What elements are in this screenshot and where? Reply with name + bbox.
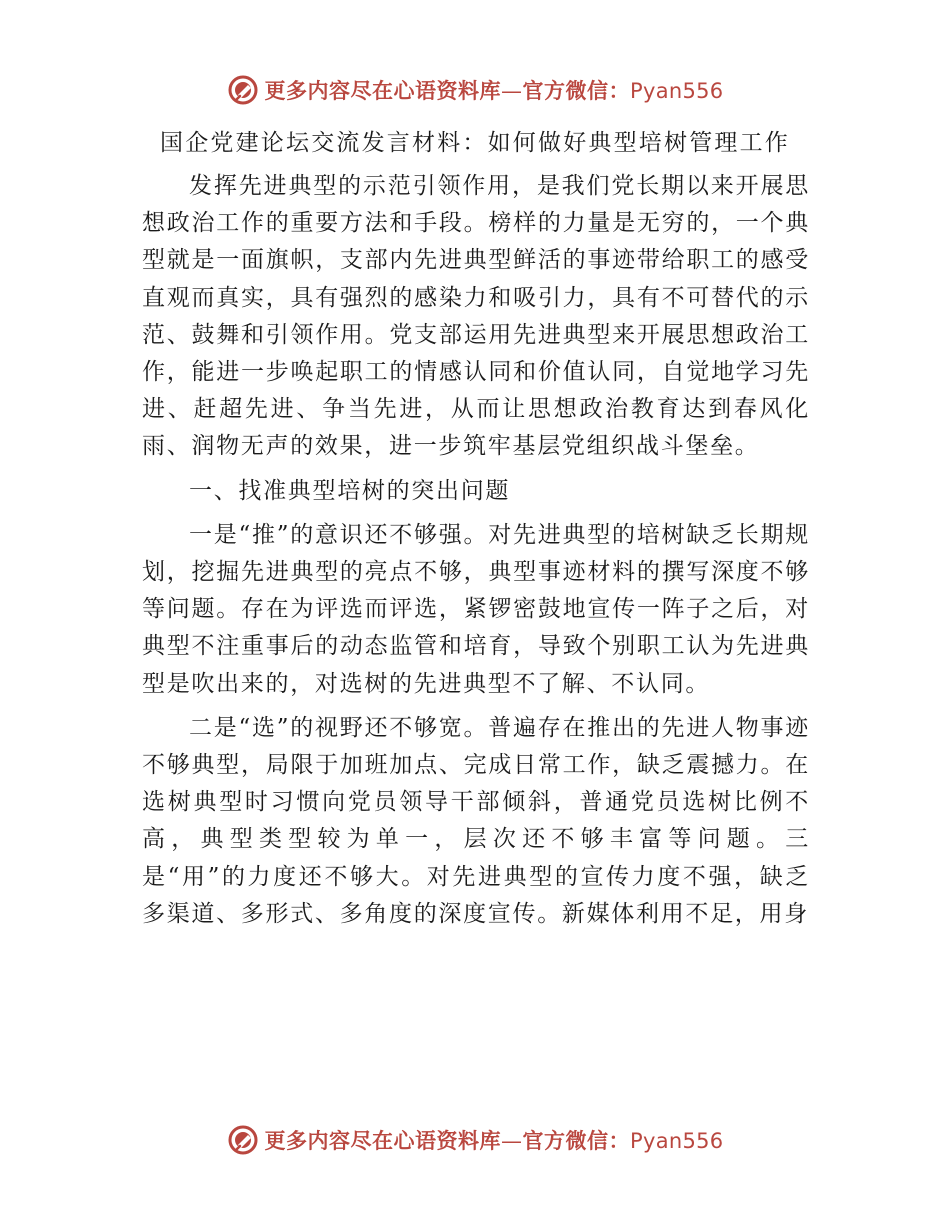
banner-text bbox=[265, 1125, 724, 1155]
footer-banner bbox=[0, 1120, 950, 1160]
paragraph: 发挥先进典型的示范引领作用，是我们党长期以来开展思想政治工作的重要方法和手段。榜样的力量是无穷的，一个典型就是一面旗帜，支部内先进典型鲜活的事迹带给职工的感受直观而真实，具有强烈的感染力和吸引力，具有不可替代的示范、鼓舞和引领作用。党支部运用先进典型来开展思想政治工作，能进一步唤起职工的情感认同和价值认同，自觉地学习先进、赶超先进、争当先进，从而让思想政治教育达到春风化雨、润物无声的效果，进一步筑牢基层党组织战斗堡垒。 bbox=[142, 173, 810, 460]
document-title: 国企党建论坛交流发言材料：如何做好典型培树管理工作 bbox=[160, 130, 790, 156]
banner-wechat-id: Pyan556 bbox=[630, 79, 724, 103]
banner-dash: — bbox=[501, 1129, 523, 1153]
banner-text bbox=[265, 75, 724, 105]
pen-nib-circle-icon bbox=[227, 1124, 259, 1156]
banner-site-text: 更多内容尽在心语资料库 bbox=[264, 1129, 502, 1153]
paragraph: 二是“选”的视野还不够宽。普遍存在推出的先进人物事迹不够典型，局限于加班加点、完成日常工作，缺乏震撼力。在选树典型时习惯向党员领导干部倾斜，普通党员选树比例不高，典型类型较为单一，层次还不够丰富等问题。三是“用”的力度还不够大。对先进典型的宣传力度不强，缺乏多渠道、多形式、多角度的深度宣传。新媒体利用不足，用身 bbox=[142, 714, 810, 927]
section-heading: 一、找准典型培树的突出问题 bbox=[189, 477, 511, 504]
banner-site-text: 更多内容尽在心语资料库 bbox=[264, 79, 502, 103]
header-banner bbox=[0, 70, 950, 110]
banner-wechat-label: 官方微信： bbox=[522, 1129, 631, 1153]
pen-nib-circle-icon bbox=[227, 74, 259, 106]
banner-dash: — bbox=[501, 79, 523, 103]
document-body bbox=[142, 168, 810, 933]
banner-wechat-label: 官方微信： bbox=[522, 79, 631, 103]
banner-wechat-id: Pyan556 bbox=[630, 1129, 724, 1153]
paragraph: 一是“推”的意识还不够强。对先进典型的培树缺乏长期规划，挖掘先进典型的亮点不够，典型事迹材料的撰写深度不够等问题。存在为评选而评选，紧锣密鼓地宣传一阵子之后，对典型不注重事后的动态监管和培育，导致个别职工认为先进典型是吹出来的，对选树的先进典型不了解、不认同。 bbox=[142, 521, 810, 697]
